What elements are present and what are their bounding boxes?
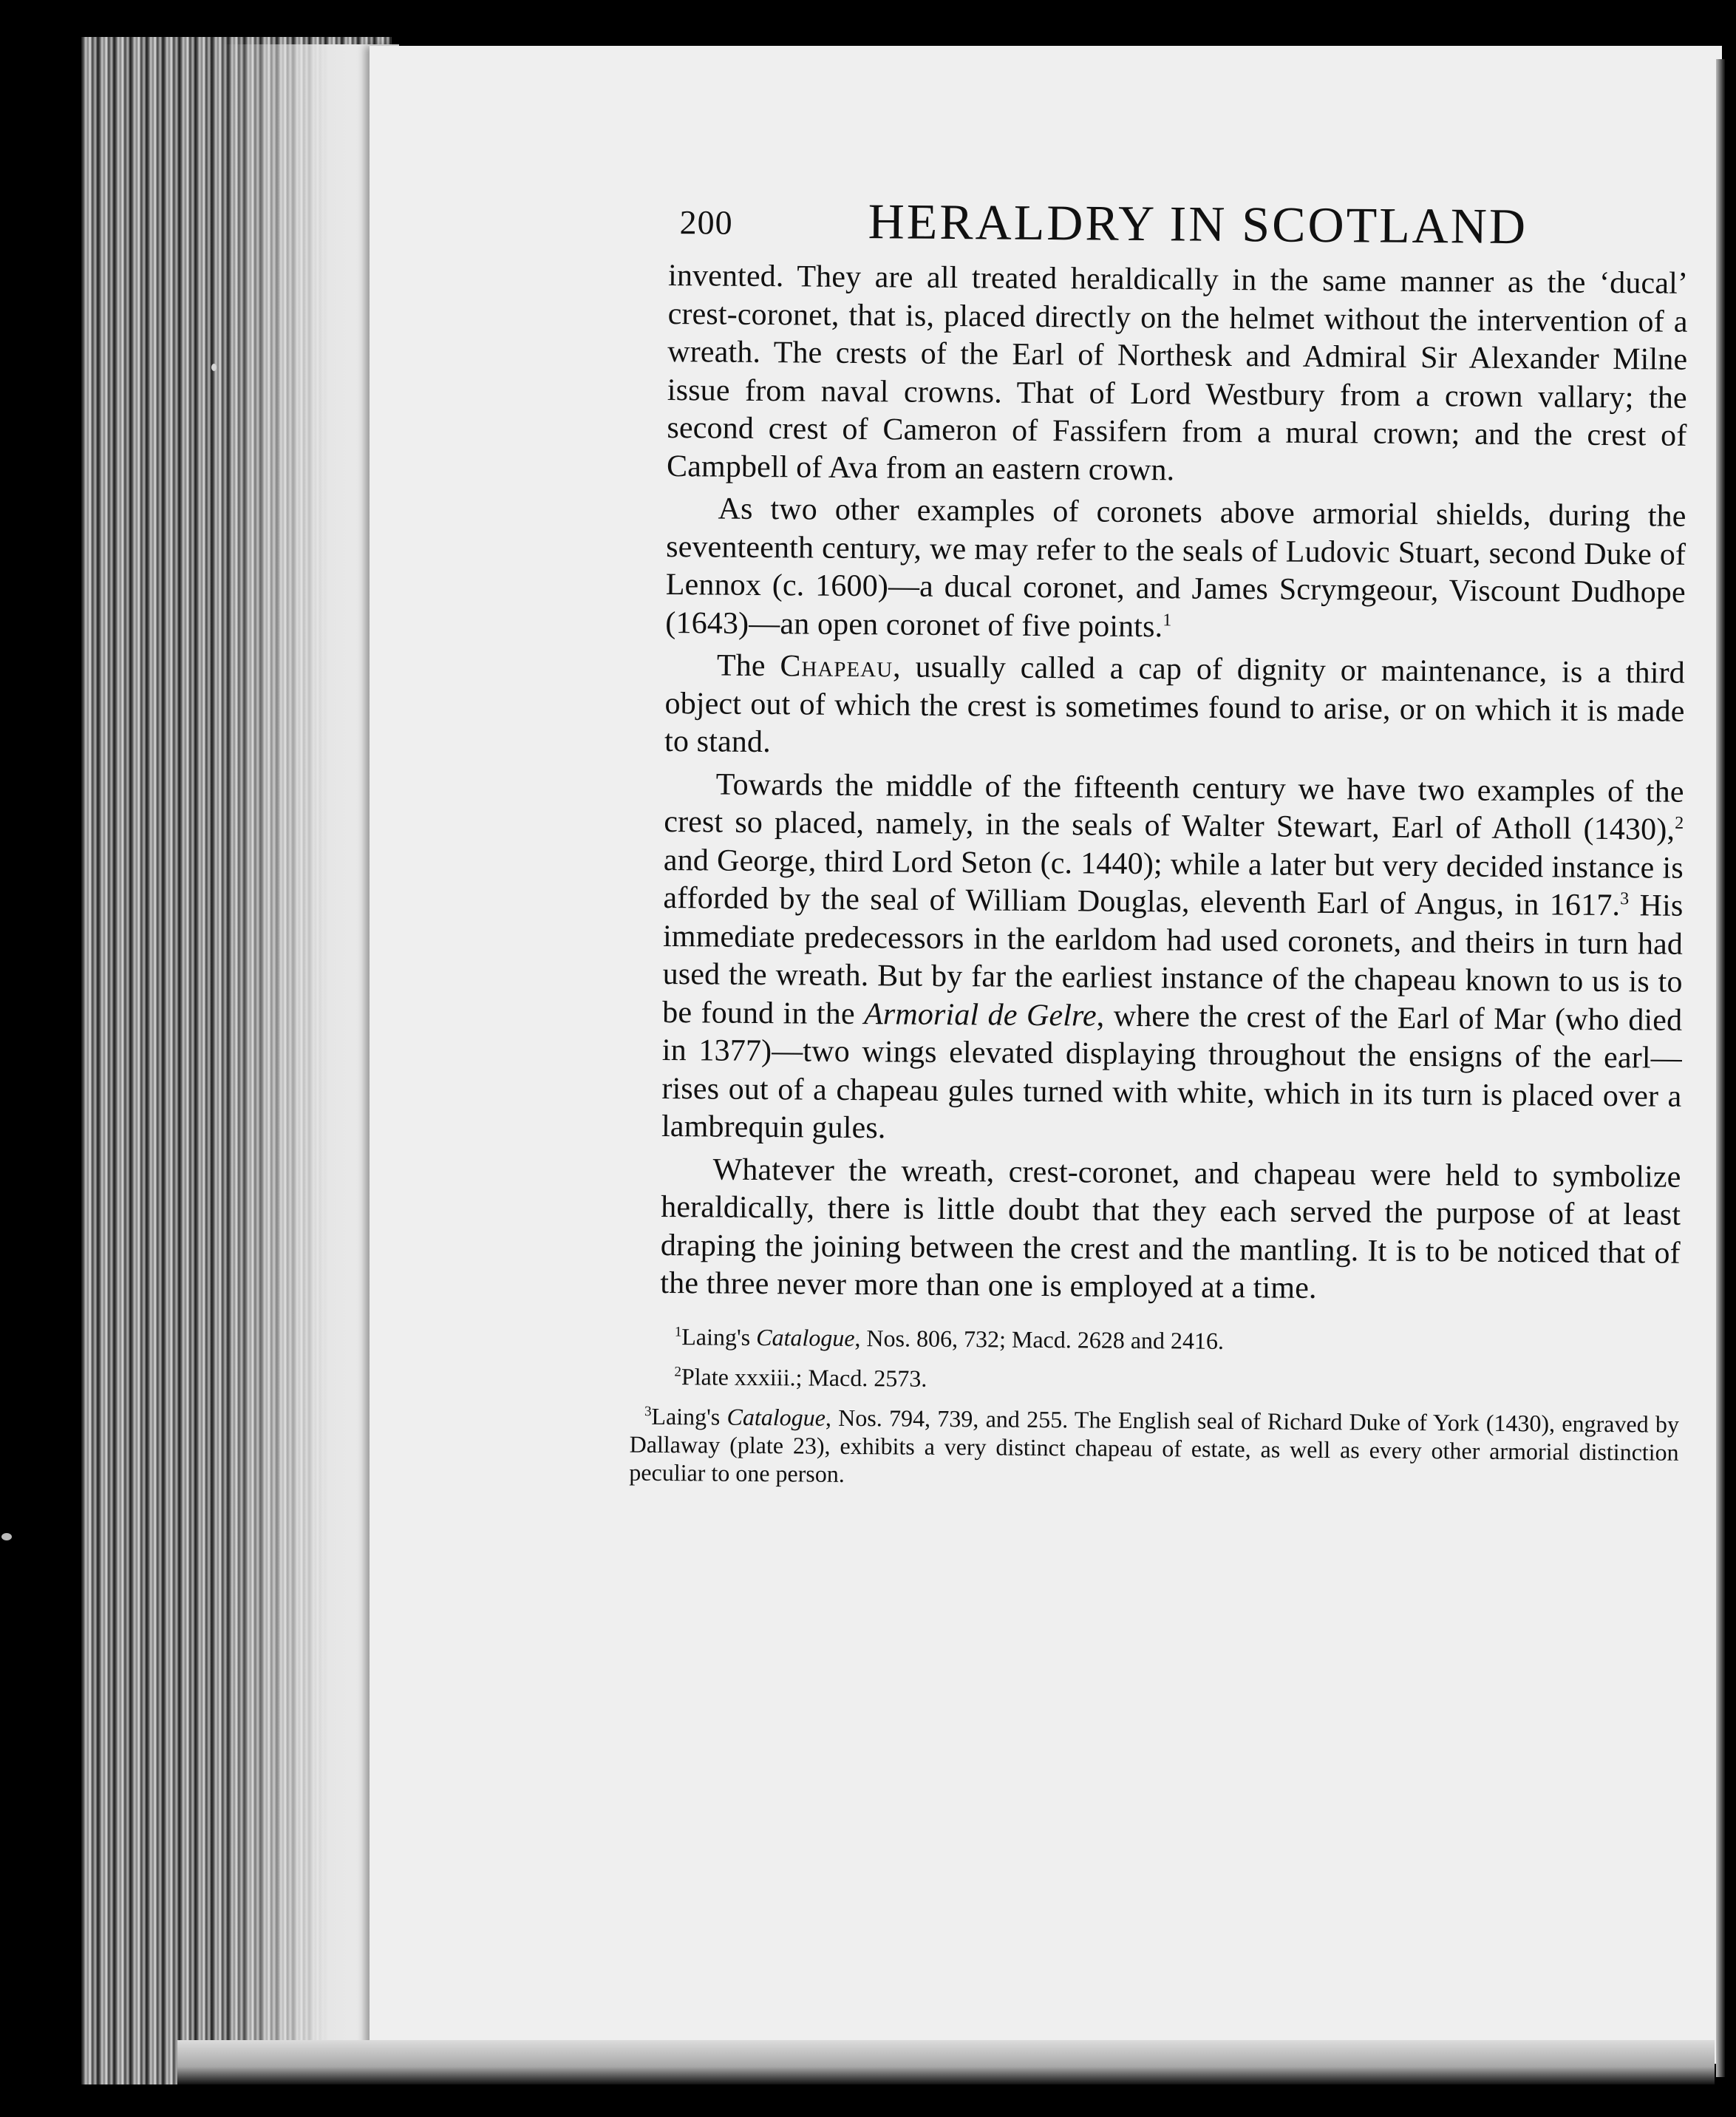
bottom-page-edge [177, 2040, 1715, 2084]
footnote-text: Plate xxxiii.; Macd. 2573. [681, 1362, 927, 1392]
footnote-text: , Nos. 806, 732; Macd. 2628 and 2416. [854, 1324, 1225, 1354]
paragraph-chapeau-examples [661, 765, 1684, 1154]
paragraph-text-lead: The [716, 648, 780, 684]
body-text [660, 257, 1688, 1311]
footnote-italic: Catalogue [756, 1323, 855, 1351]
footnote-mark: 1 [674, 1323, 682, 1340]
page-number: 200 [679, 203, 733, 242]
footnote-reference-1: 1 [1163, 610, 1172, 630]
armorial-title: Armorial de Gelre [863, 996, 1097, 1033]
footnote-mark: 3 [644, 1403, 652, 1419]
footnote-mark: 2 [674, 1363, 682, 1380]
footnote-reference-2: 2 [1675, 813, 1684, 833]
page-header [668, 191, 1689, 265]
chapeau-term: Chapeau [780, 649, 893, 684]
footnote-text: Laing's [681, 1322, 757, 1350]
paragraph-text-a: Towards the middle of the fifteenth century we have two examples of the crest so placed, namely, in the seals of Walter Stewart, Earl of Atholl (1430), [664, 767, 1684, 847]
paragraph-text-b: and George, third Lord Seton (c. 1440); while a later but very decided instance is afforded by the seal of William Douglas, eleventh Earl of Angus, in 1617. [663, 843, 1684, 923]
paragraph-text-rest: , usually called a cap of dignity or maintenance, is a third object out of which the crest is sometimes found to arise, or on which it is made to stand. [664, 650, 1686, 760]
paragraph-conclusion: Whatever the wreath, crest-coronet, and chapeau were held to symbolize heraldically, there is little doubt that they each served the purpose of at least draping the joining between the crest and the mantling. It is to be noticed that of the three never more than one is employed at a time. [660, 1152, 1681, 1305]
paragraph-chapeau [664, 647, 1685, 769]
right-page-edge [1716, 59, 1725, 2077]
page-content [629, 191, 1689, 1506]
footnote-text: , Nos. 794, 739, and 255. The English seal of Richard Duke of York (1430), engraved by Dallaway (plate 23), exhibits a very distinct chapeau of estate, as well as every other armorial distinction peculiar to one person. [629, 1404, 1680, 1487]
footnote-3 [629, 1401, 1679, 1494]
footnote-reference-3: 3 [1620, 889, 1630, 909]
footnote-2 [659, 1362, 1679, 1398]
footnote-1 [660, 1322, 1680, 1358]
paragraph-coronet-examples [665, 490, 1686, 650]
dust-speck [1, 1533, 12, 1540]
footnote-text: Laing's [651, 1402, 727, 1430]
paragraph-text-d: , where the crest of the Earl of Mar (who died in 1377)—two wings elevated displaying throughout the ensigns of the earl—rises out of a chapeau gules turned with white, which in its turn is placed over a lambrequin gules. [661, 999, 1683, 1146]
paragraph-text: As two other examples of coronets above armorial shields, during the seventeenth century, we may refer to the seals of Ludovic Stuart, second Duke of Lennox (c. 1600)—a ducal coronet, and James Scrymgeour, Viscount Dudhope (1643)—an open coronet of five points. [665, 492, 1686, 644]
paragraph-text-c: His immediate predecessors in the earldom had used coronets, and theirs in turn had used the wreath. But by far the earliest instance of the chapeau known to us is to be found in the [662, 888, 1684, 1031]
dust-speck [211, 364, 217, 371]
paragraph-crest-coronets: invented. They are all treated heraldically in the same manner as the ‘ducal’ crest-coronet, that is, placed directly on the helmet without the intervention of a wreath. The crests of the Earl of Northesk and Admiral Sir Alexander Milne issue from naval crowns. That of Lord Westbury from a crown vallary; the second crest of Cameron of Fassifern from a mural crown; and the crest of Campbell of Ava from an eastern crown. [666, 258, 1689, 487]
footnote-italic: Catalogue [726, 1403, 826, 1431]
footnotes [629, 1322, 1680, 1494]
running-title: HERALDRY IN SCOTLAND [868, 193, 1528, 255]
